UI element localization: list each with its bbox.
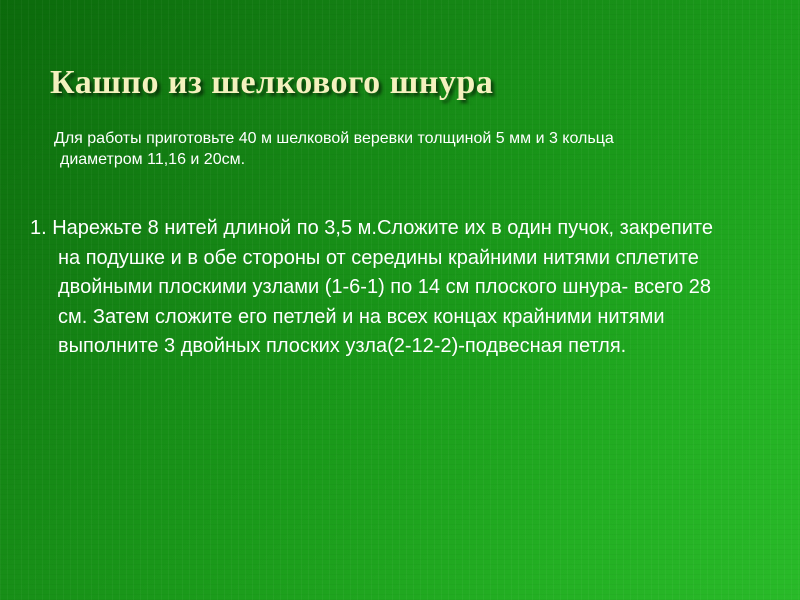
- intro-text: Для работы приготовьте 40 м шелковой веревки толщиной 5 мм и 3 кольца диаметром 11,16 и 20см.: [54, 130, 614, 168]
- slide-title: Кашпо из шелкового шнура: [50, 64, 494, 101]
- step-1: 1. Нарежьте 8 нитей длиной по 3,5 м.Сложите их в один пучок, закрепите на подушке и в обе стороны от середины крайними нитями сплетите двойными плоскими узлами (1-6-1) по 14 см плоского шнура- всего 28 см. Затем сложите его петлей и на всех концах крайними нитями выполните 3 двойных плоских узла(2-12-2)-подвесная петля.: [30, 217, 713, 357]
